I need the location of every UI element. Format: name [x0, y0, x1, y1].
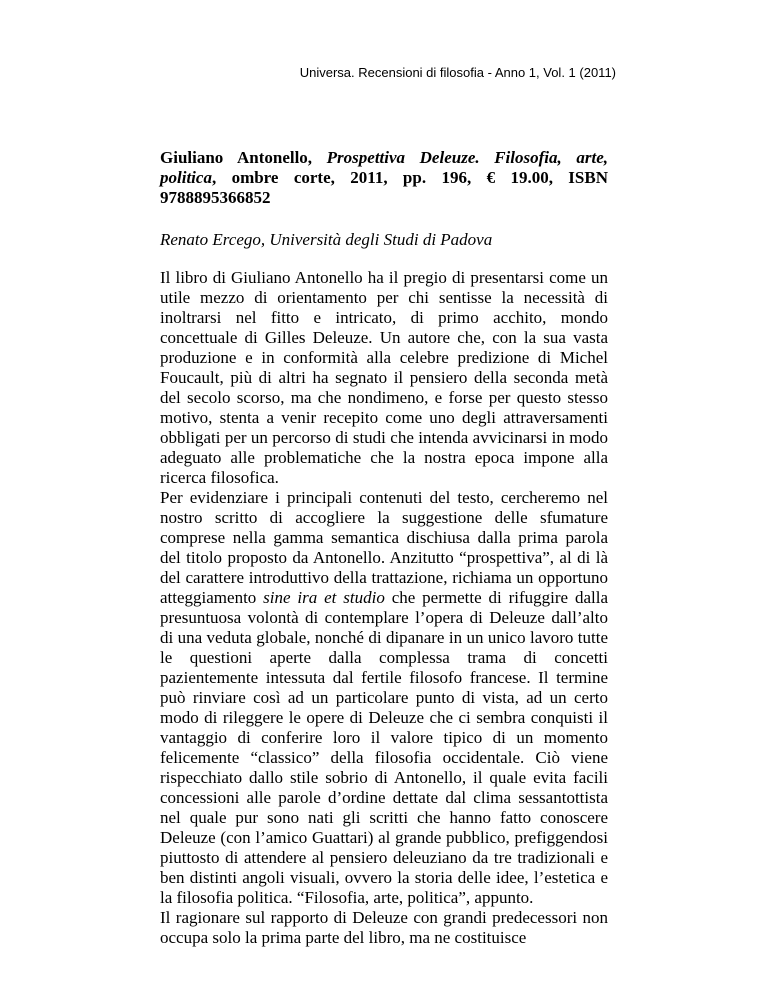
reviewer-byline: Renato Ercego, Università degli Studi di Padova: [160, 230, 493, 249]
citation-details: , ombre corte, 2011, pp. 196, € 19.00, ISBN 9788895366852: [160, 168, 608, 207]
citation-book-title: Prospettiva Deleuze. Filosofia, arte, politica: [160, 148, 608, 187]
body-paragraph-2: [160, 488, 608, 908]
book-citation: [160, 148, 608, 208]
running-header: Universa. Recensioni di filosofia - Anno 1, Vol. 1 (2011): [299, 65, 616, 80]
body-paragraph-1: Il libro di Giuliano Antonello ha il pregio di presentarsi come un utile mezzo di orientamento per chi sentisse la necessità di inoltrarsi nel fitto e intricato, di primo acchito, mondo concettuale di Gilles Deleuze. Un autore che, con la sua vasta produzione e in conformità alla celebre predizione di Michel Foucault, più di altri ha segnato il pensiero della seconda metà del secolo scorso, ma che nondimeno, e forse per questo stesso motivo, stenta a venir recepito come uno degli attraversamenti obbligati per un percorso di studi che intenda avvicinarsi in modo adeguato alle problematiche che la nostra epoca impone alla ricerca filosofica.: [160, 268, 608, 487]
paragraph-2-latin-phrase: sine ira et studio: [263, 588, 385, 607]
paragraph-2-text-start: Per evidenziare i principali contenuti del testo, cercheremo nel nostro scritto di accogliere la suggestione delle sfumature comprese nella gamma semantica dischiusa dalla prima parola del titolo proposto da Antonello. Anzitutto “prospettiva”, al di là del carattere introduttivo della trattazione, richiama un opportuno atteggiamento: [160, 488, 608, 607]
paragraph-2-text-end: che permette di rifuggire dalla presuntuosa volontà di contemplare l’opera di Deleuze dall’alto di una veduta globale, nonché di dipanare in un unico lavoro tutte le questioni aperte dalla complessa trama di concetti pazientemente intessuta dal fertile filosofo francese. Il termine può rinviare così ad un particolare punto di vista, ad un certo modo di rileggere le opere di Deleuze che ci sembra conquisti il vantaggio di conferire loro il valore tipico di un momento felicemente “classico” della filosofia occidentale. Ciò viene rispecchiato dallo stile sobrio di Antonello, il quale evita facili concessioni alle parole d’ordine dettate dal clima sessantottista nel quale pur sono nati gli scritti che hanno fatto conoscere Deleuze (con l’amico Guattari) al grande pubblico, prefiggendosi piuttosto di attendere al pensiero deleuziano da tre tradizionali e ben distinti angoli visuali, ovvero la storia delle idee, l’estetica e la filosofia politica. “Filosofia, arte, politica”, appunto.: [160, 588, 608, 907]
body-paragraph-3: Il ragionare sul rapporto di Deleuze con grandi predecessori non occupa solo la prima parte del libro, ma ne costituisce: [160, 908, 608, 947]
review-content: [160, 148, 608, 948]
citation-author: Giuliano Antonello,: [160, 148, 327, 167]
